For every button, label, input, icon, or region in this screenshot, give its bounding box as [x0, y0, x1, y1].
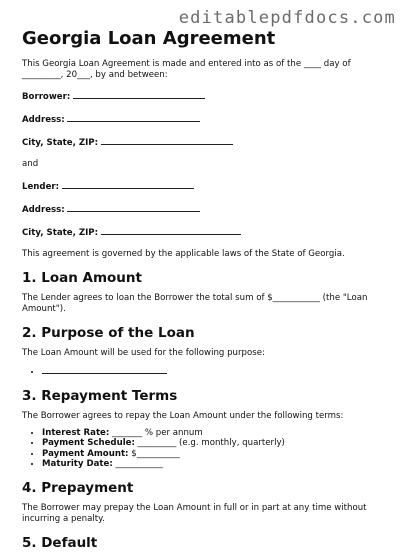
- purpose-heading: 2. Purpose of the Loan: [22, 325, 195, 341]
- borrower-address-blank[interactable]: [67, 113, 200, 122]
- lender-address-field: [22, 203, 392, 216]
- borrower-label: Borrower:: [22, 92, 71, 102]
- maturity-date-item: [42, 459, 392, 470]
- lender-blank[interactable]: [62, 180, 194, 189]
- and-text: and: [22, 159, 39, 169]
- payment-amount-item: [42, 449, 392, 460]
- maturity-date-value: ___________: [112, 459, 163, 470]
- payment-amount-value: $__________: [128, 448, 180, 459]
- loan-amount-heading: 1. Loan Amount: [22, 270, 142, 286]
- document-page: [22, 28, 392, 552]
- watermark: editablepdfdocs.com: [178, 8, 396, 28]
- default-heading: 5. Default: [22, 534, 98, 551]
- borrower-city-blank[interactable]: [101, 136, 233, 145]
- lender-label: Lender:: [22, 182, 60, 192]
- payment-schedule-item: [42, 438, 392, 449]
- purpose-list-item: [42, 365, 392, 378]
- payment-schedule-value: _________ (e.g. monthly, quarterly): [134, 438, 285, 449]
- borrower-address-field: [22, 113, 392, 126]
- purpose-blank[interactable]: [42, 365, 167, 374]
- payment-amount-label: Payment Amount:: [42, 448, 129, 459]
- borrower-blank[interactable]: [73, 90, 205, 99]
- lender-field: [22, 180, 392, 193]
- interest-rate-label: Interest Rate:: [42, 427, 110, 438]
- borrower-city-field: [22, 136, 392, 149]
- borrower-city-label: City, State, ZIP:: [22, 138, 99, 148]
- interest-rate-item: [42, 428, 392, 439]
- document-title: Georgia Loan Agreement: [22, 28, 276, 49]
- prepayment-heading: 4. Prepayment: [22, 479, 134, 496]
- payment-schedule-label: Payment Schedule:: [42, 438, 135, 449]
- lender-city-blank[interactable]: [101, 226, 241, 235]
- lender-address-label: Address:: [22, 205, 65, 215]
- lender-address-blank[interactable]: [67, 203, 200, 212]
- borrower-address-label: Address:: [22, 115, 65, 125]
- repayment-text: The Borrower agrees to repay the Loan Amount under the following terms:: [22, 410, 344, 421]
- loan-amount-text: The Lender agrees to loan the Borrower the total sum of $___________ (the "Loan Amount").: [22, 293, 368, 314]
- intro-paragraph: This Georgia Loan Agreement is made and entered into as of the ____ day of _________, 20___, by and between:: [22, 59, 351, 80]
- prepayment-text: The Borrower may prepay the Loan Amount in full or in part at any time without incurring a penalty.: [22, 502, 367, 524]
- lender-city-label: City, State, ZIP:: [22, 228, 99, 238]
- repayment-heading: 3. Repayment Terms: [22, 387, 178, 404]
- governing-law-text: This agreement is governed by the applicable laws of the State of Georgia.: [22, 249, 345, 259]
- maturity-date-label: Maturity Date:: [42, 459, 113, 470]
- purpose-text: The Loan Amount will be used for the following purpose:: [22, 348, 265, 358]
- repayment-terms-list: [22, 428, 392, 470]
- lender-city-field: [22, 226, 392, 239]
- purpose-list: [22, 365, 392, 378]
- interest-rate-value: _______ % per annum: [109, 427, 203, 438]
- borrower-field: [22, 90, 392, 103]
